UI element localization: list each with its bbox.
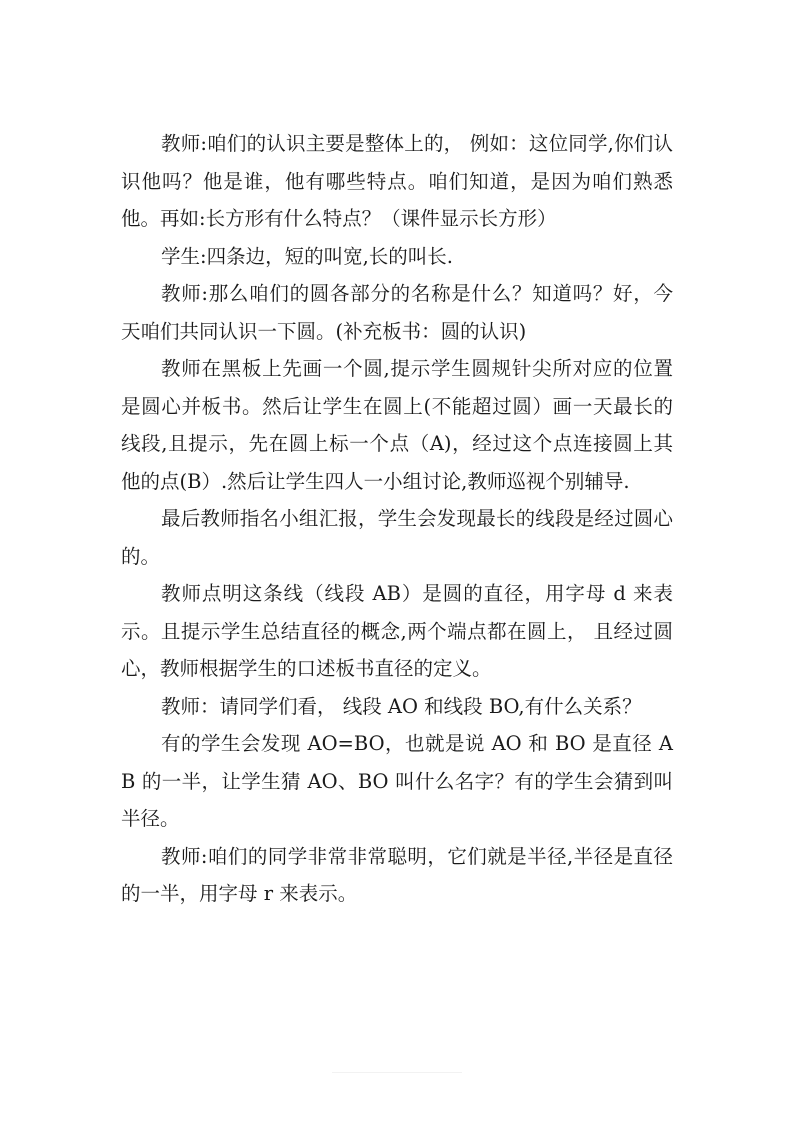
paragraph-ao-bo-question: 教师：请同学们看， 线段 AO 和线段 BO,有什么关系？ bbox=[161, 694, 642, 718]
paragraph-group-report: 最后教师指名小组汇报，学生会发现最长的线段是经过圆心的。 bbox=[121, 507, 673, 568]
paragraph-student-answer: 学生:四条边，短的叫宽,长的叫长. bbox=[161, 244, 453, 268]
paragraph-student-discovery: 有的学生会发现 AO=BO，也就是说 AO 和 BO 是直径 AB 的一半，让学生猜 AO、BO 叫什么名字？有的学生会猜到叫半径。 bbox=[121, 732, 673, 830]
paragraph-diameter-definition: 教师点明这条线（线段 AB）是圆的直径，用字母 d 来表示。且提示学生总结直径的概念,两个端点都在圆上， 且经过圆心，教师根据学生的口述板书直径的定义。 bbox=[121, 582, 673, 680]
footer-divider bbox=[332, 1072, 462, 1073]
document-body bbox=[121, 125, 673, 913]
paragraph-radius-definition: 教师:咱们的同学非常非常聪明，它们就是半径,半径是直径的一半，用字母 r 来表示。 bbox=[121, 844, 673, 905]
paragraph-blackboard-activity: 教师在黑板上先画一个圆,提示学生圆规针尖所对应的位置是圆心并板书。然后让学生在圆上(不能超过圆）画一天最长的线段,且提示，先在圆上标一个点（A)，经过这个点连接圆上其他的点(B）.然后让学生四人一小组讨论,教师巡视个别辅导. bbox=[121, 357, 673, 493]
paragraph-teacher-intro: 教师:咱们的认识主要是整体上的， 例如：这位同学,你们认识他吗？他是谁，他有哪些特点。咱们知道，是因为咱们熟悉他。再如:长方形有什么特点？（课件显示长方形） bbox=[121, 132, 673, 230]
paragraph-teacher-question: 教师:那么咱们的圆各部分的名称是什么？知道吗？好，今天咱们共同认识一下圆。(补充板书：圆的认识) bbox=[121, 282, 673, 343]
